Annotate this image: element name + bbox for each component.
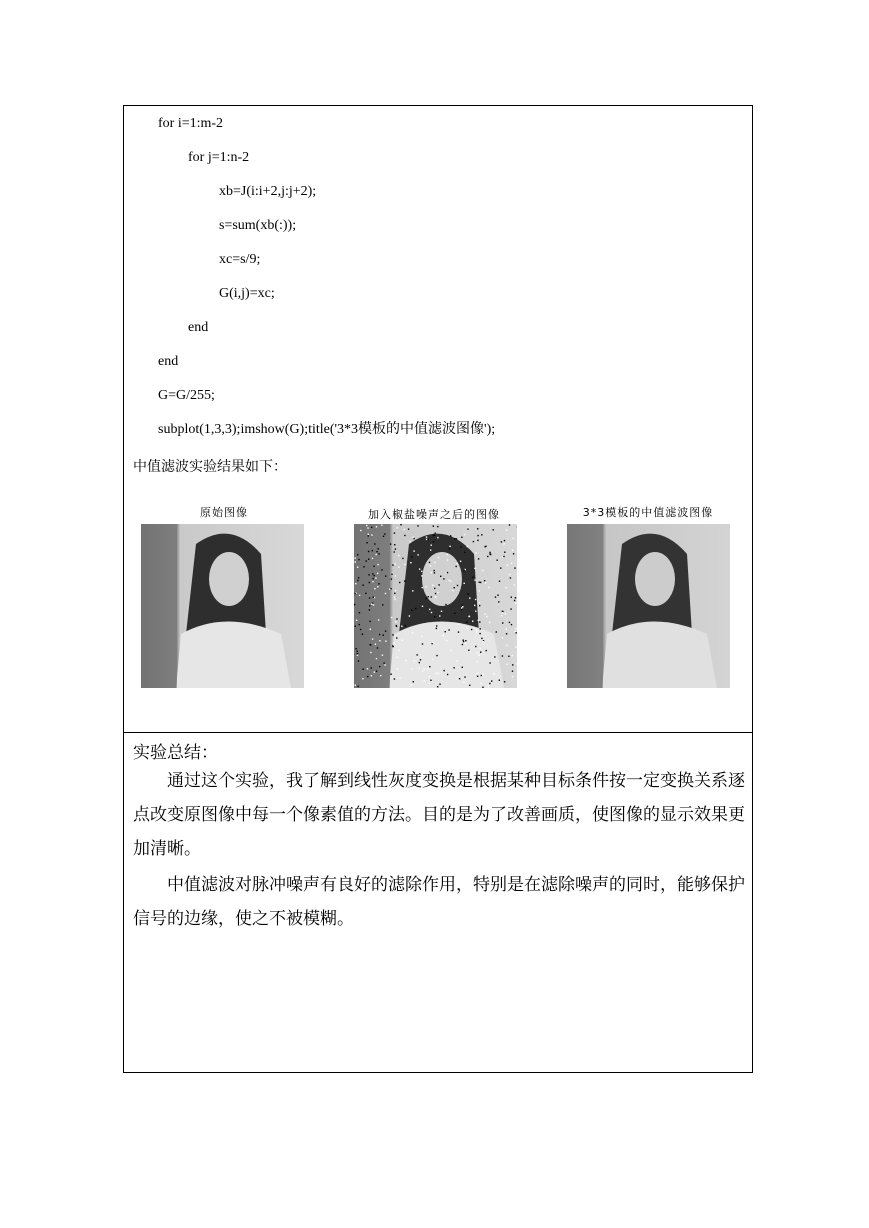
- noisy-image: [354, 524, 517, 688]
- results-caption: 中值滤波实验结果如下：: [133, 460, 287, 475]
- code-line: s=sum(xb(:));: [219, 218, 297, 233]
- summary-paragraph: 通过这个实验，我了解到线性灰度变换是根据某种目标条件按一定变换关系逐点改变原图像中每一个像素值的方法。目的是为了改善画质，使图像的显示效果更加清晰。: [133, 771, 745, 858]
- figure-title-noisy: 加入椒盐噪声之后的图像: [368, 508, 500, 521]
- filtered-image: [567, 524, 730, 688]
- code-line: end: [188, 320, 209, 335]
- code-line: end: [158, 354, 179, 369]
- report-frame: [123, 105, 753, 1073]
- section-divider: [124, 732, 752, 733]
- summary-heading: 实验总结：: [133, 743, 218, 762]
- code-line: for i=1:m-2: [158, 116, 224, 131]
- original-image: [141, 524, 304, 688]
- figure-title-original: 原始图像: [200, 506, 248, 519]
- figure-title-filtered: 3*3模板的中值滤波图像: [582, 506, 714, 519]
- summary-paragraph: 中值滤波对脉冲噪声有良好的滤除作用，特别是在滤除噪声的同时，能够保护信号的边缘，使之不被模糊。: [133, 875, 745, 928]
- code-line: for j=1:n-2: [188, 150, 250, 165]
- code-line: xc=s/9;: [219, 252, 261, 267]
- code-line: G=G/255;: [158, 388, 215, 403]
- code-line: xb=J(i:i+2,j:j+2);: [219, 184, 317, 199]
- code-line: subplot(1,3,3);imshow(G);title('3*3模板的中值滤波图像');: [158, 422, 496, 437]
- code-line: G(i,j)=xc;: [219, 286, 275, 301]
